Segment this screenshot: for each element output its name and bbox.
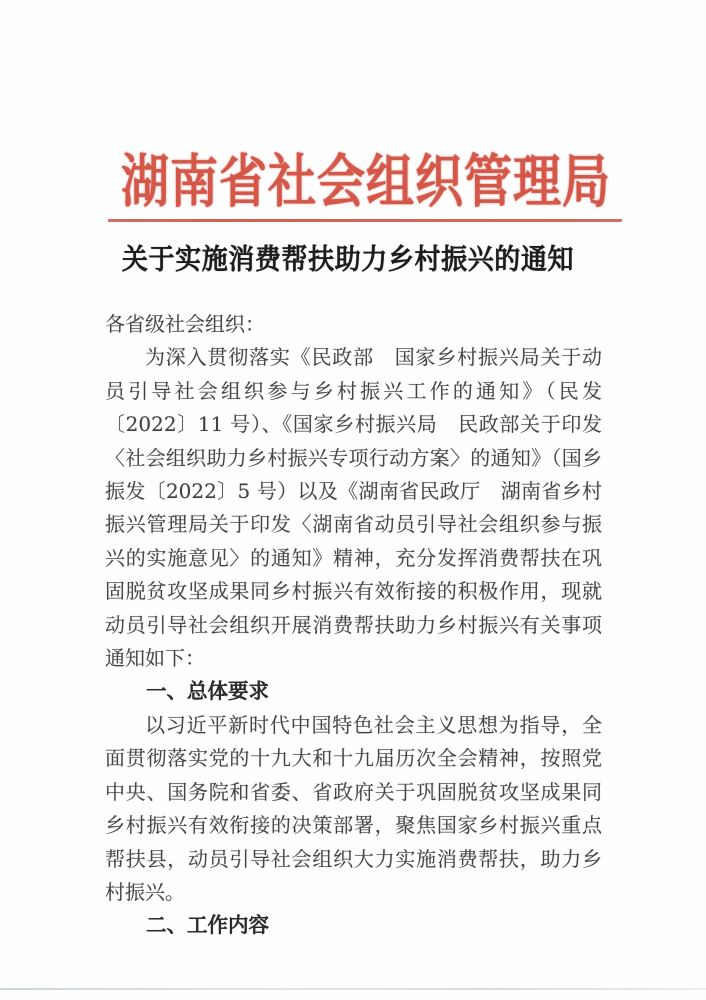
- salutation: 各省级社会组织：: [105, 312, 265, 336]
- document-body: [105, 308, 602, 943]
- letterhead-separator-rule: [108, 219, 622, 222]
- scan-bottom-edge-line: [0, 988, 706, 990]
- section-heading-overall-requirements: 一、总体要求: [146, 679, 269, 704]
- paragraph-opening: 为深入贯彻落实《民政部 国家乡村振兴局关于动员引导社会组织参与乡村振兴工作的通知》（民发〔2022〕11 号）、《国家乡村振兴局 民政部关于印发〈社会组织助力乡村振兴专项行动方案〉的通知》（国乡振发〔2022〕5 号）以及《湖南省民政厅 湖南省乡村振兴管理局关于印发〈湖南省动员引导社会组织参与振兴的实施意见〉的通知》精神，充分发挥消费帮扶在巩固脱贫攻坚成果同乡村振兴有效衔接的积极作用，现就动员引导社会组织开展消费帮扶助力乡村振兴有关事项通知如下：: [105, 345, 602, 671]
- letterhead-org-name: 湖南省社会组织管理局: [120, 148, 611, 216]
- paragraph-overall-requirements: 以习近平新时代中国特色社会主义思想为指导，全面贯彻落实党的十九大和十九届历次全会精神，按照党中央、国务院和省委、省政府关于巩固脱贫攻坚成果同乡村振兴有效衔接的决策部署，聚焦国家乡村振兴重点帮扶县，动员引导社会组织大力实施消费帮扶，助力乡村振兴。: [105, 712, 602, 904]
- section-heading-work-content: 二、工作内容: [146, 913, 269, 938]
- document-title: 关于实施消费帮扶助力乡村振兴的通知: [121, 243, 575, 276]
